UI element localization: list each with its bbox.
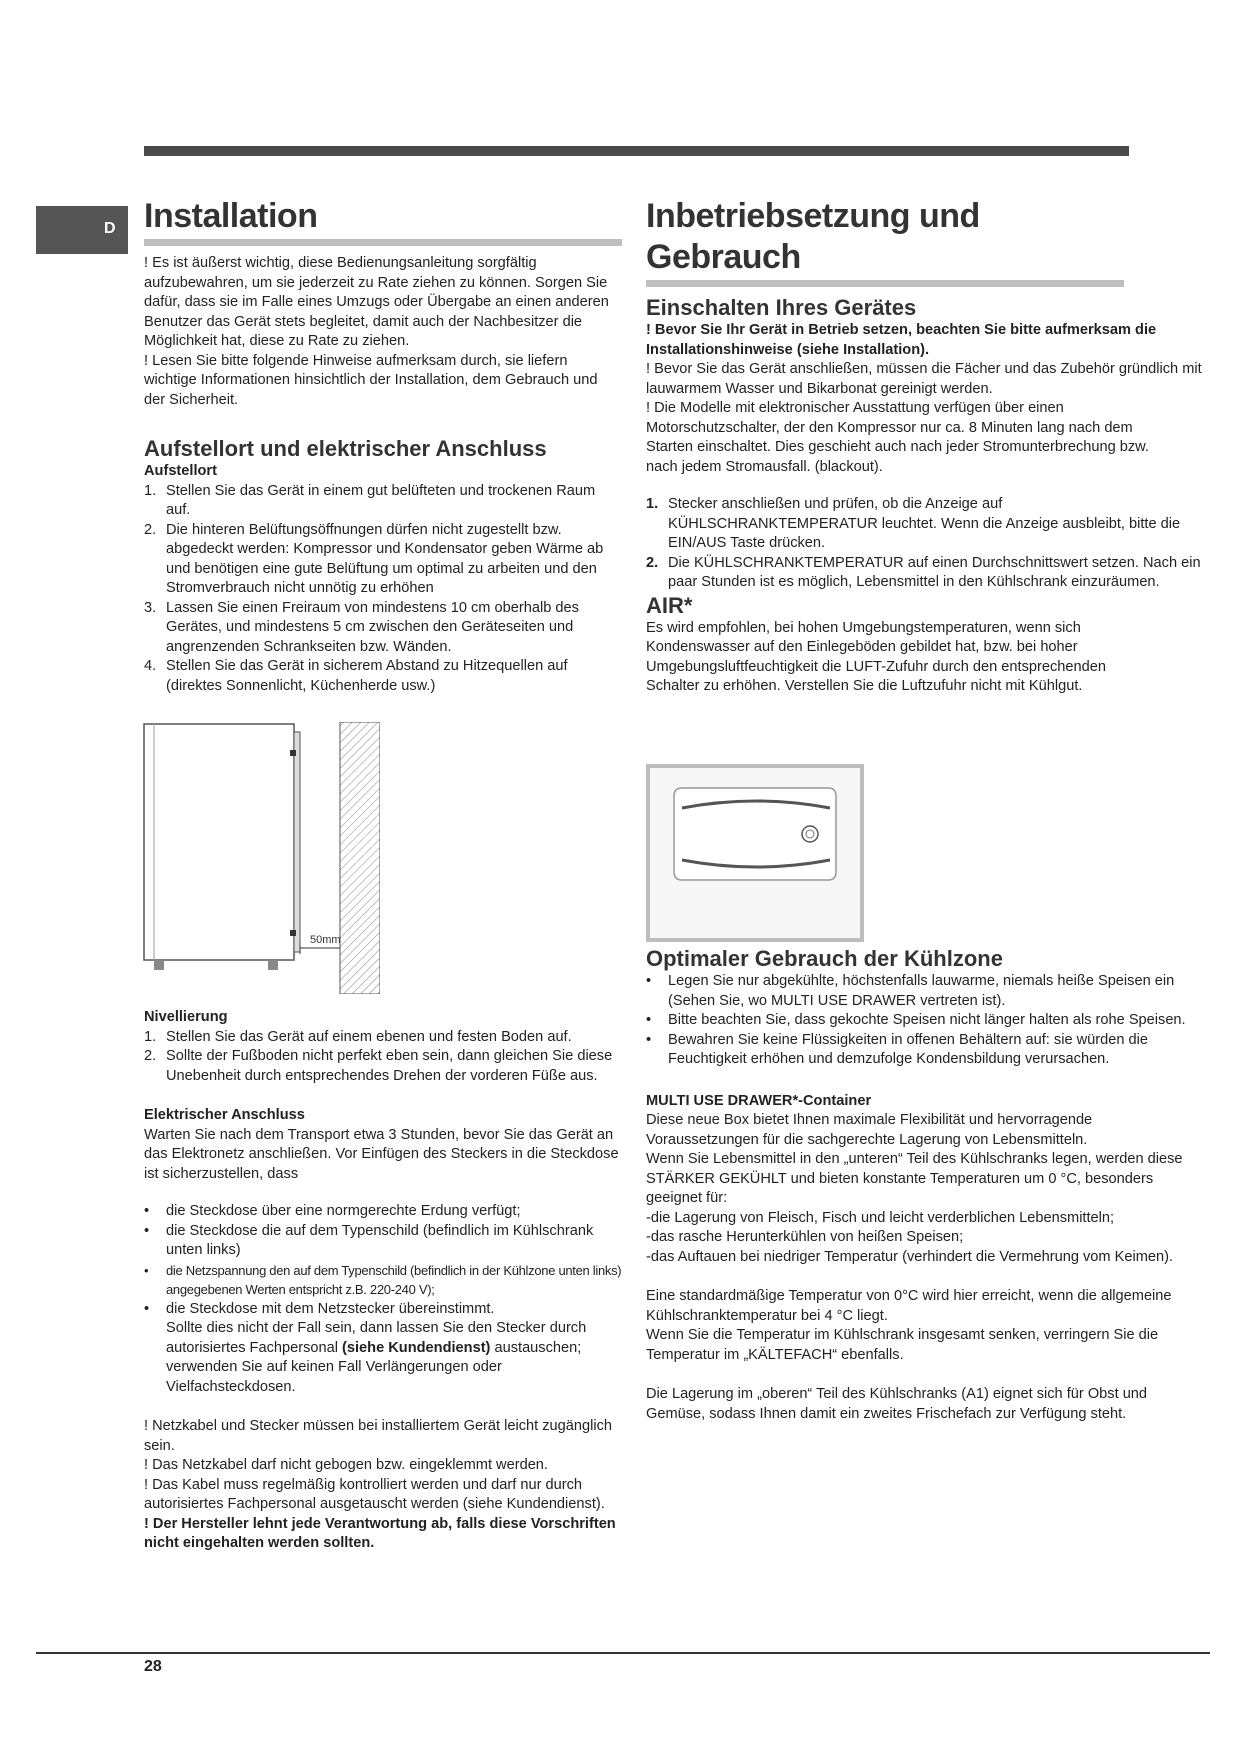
intro-paragraph-1: ! Es ist äußerst wichtig, diese Bedienungsanleitung sorgfältig aufzubewahren, um sie jederzeit zu Rate ziehen zu können. Sorgen Sie dafür, dass sie im Falle eines Umzugs oder Übergabe an einen anderen Benutzer das Gerät stets begleitet, damit auch der Nachbesitzer die Möglichkeit hat, diese zu Rate zu ziehen. (144, 255, 609, 349)
warning-3: ! Das Kabel muss regelmäßig kontrolliert werden und darf nur durch autorisiertes Fachpersonal ausgetauscht werden (siehe Kundendienst). (144, 1476, 605, 1512)
warning-2: ! Das Netzkabel darf nicht gebogen bzw. eingeklemmt werden. (144, 1457, 548, 1473)
elektrisch-note: Sollte dies nicht der Fall sein, dann lassen Sie den Stecker durch autorisiertes Fachpersonal (siehe Kundendienst) austauschen; verwenden Sie auf keinen Fall Verlängerungen oder Vielfachsteckdosen. (166, 1320, 587, 1395)
optimal-heading: Optimaler Gebrauch der Kühlzone (646, 946, 1003, 971)
right-column (646, 196, 1206, 697)
temp-paragraph-1: Eine standardmäßige Temperatur von 0°C wird hier erreicht, wenn die allgemeine Kühlschranktemperatur bei 4 °C liegt. (646, 1288, 1172, 1324)
temp-paragraph-2: Wenn Sie die Temperatur im Kühlschrank insgesamt senken, verringern Sie die Temperatur im „KÄLTEFACH“ ebenfalls. (646, 1327, 1159, 1363)
bottom-rule (36, 1652, 1210, 1654)
page-number: 28 (144, 1658, 162, 1675)
nivellierung-list (144, 1028, 622, 1087)
top-rule (144, 146, 1129, 156)
installation-title: Installation (144, 196, 622, 246)
warning-1: ! Netzkabel und Stecker müssen bei installiertem Gerät leicht zugänglich sein. (144, 1418, 613, 1454)
list-item: 4. Stellen Sie das Gerät in sicherem Abstand zu Hitzequellen auf (direktes Sonnenlicht, Küchenherde usw.) (144, 658, 568, 694)
list-item: • die Netzspannung den auf dem Typenschild (befindlich in der Kühlzone unten links) angegebenen Werten entspricht z.B. 220-240 V); (144, 1262, 622, 1297)
right-title-line-2: Gebrauch (646, 237, 1124, 287)
language-tab: D (36, 206, 128, 254)
list-item: • Bitte beachten Sie, dass gekochte Speisen nicht länger halten als rohe Speisen. (646, 1012, 1186, 1028)
einschalten-paragraph-1: ! Bevor Sie das Gerät anschließen, müssen die Fächer und das Zubehör gründlich mit lauwarmem Wasser und Bikarbonat gereinigt werden. (646, 361, 1202, 397)
drawer-heading: MULTI USE DRAWER*-Container (646, 1092, 872, 1109)
drawer-paragraph-4: -das rasche Herunterkühlen von heißen Speisen; (646, 1229, 964, 1245)
oben-paragraph: Die Lagerung im „oberen“ Teil des Kühlschranks (A1) eignet sich für Obst und Gemüse, sodass Ihnen damit ein zweites Frischefach zur Verfügung steht. (646, 1386, 1148, 1422)
fridge-body (144, 724, 294, 960)
list-item: 3. Lassen Sie einen Freiraum von mindestens 10 cm oberhalb des Gerätes, und mindestens 5 cm zwischen den Geräteseiten und angrenzenden Schrankseiten bzw. Wänden. (144, 599, 579, 655)
list-item: 2. Sollte der Fußboden nicht perfekt eben sein, dann gleichen Sie diese Unebenheit durch entsprechendes Drehen der vorderen Füße aus. (144, 1048, 613, 1084)
air-paragraph: Es wird empfohlen, bei hohen Umgebungstemperaturen, wenn sich Kondenswasser auf den Einlegeböden gebildet hat, bzw. bei hoher Umgebungsluftfeuchtigkeit die LUFT-Zufuhr durch den entsprechenden Schalter zu erhöhen. Verstellen Sie die Luftzufuhr nicht mit Kühlgut. (646, 619, 1106, 694)
final-warning: ! Der Hersteller lehnt jede Verantwortung ab, falls diese Vorschriften nicht eingehalten werden sollten. (144, 1515, 616, 1551)
aufstellort-list (144, 482, 622, 697)
aufstellort-heading: Aufstellort (144, 463, 217, 479)
list-item: 1. Stecker anschließen und prüfen, ob die Anzeige auf KÜHLSCHRANKTEMPERATUR leuchtet. Wenn die Anzeige ausbleibt, bitte die EIN/AUS Taste drücken. (646, 496, 1181, 551)
nivellierung-heading: Nivellierung (144, 1009, 228, 1025)
list-item: • die Steckdose die auf dem Typenschild (befindlich im Kühlschrank unten links) (144, 1222, 594, 1258)
right-heading (646, 196, 1206, 287)
list-item: 1. Stellen Sie das Gerät in einem gut belüfteten und trockenen Raum auf. (144, 482, 596, 518)
drawer-paragraph-1: Diese neue Box bietet Ihnen maximale Flexibilität und hervorragende Voraussetzungen für die sachgerechte Lagerung von Lebensmitteln. (646, 1112, 1093, 1148)
air-heading: AIR* (646, 592, 693, 618)
elektrisch-heading: Elektrischer Anschluss (144, 1107, 305, 1123)
list-item: • Bewahren Sie keine Flüssigkeiten in offenen Behältern auf: sie würden die Feuchtigkeit erhöhen und demzufolge Kondensbildung verursachen. (646, 1031, 1149, 1067)
left-column-lower (144, 1008, 622, 1554)
intro-paragraph-2: ! Lesen Sie bitte folgende Hinweise aufmerksam durch, sie liefern wichtige Informationen hinsichtlich der Installation, dem Gebrauch und der Sicherheit. (144, 352, 598, 408)
list-item: 1. Stellen Sie das Gerät auf einem ebenen und festen Boden auf. (144, 1028, 572, 1045)
aufstellort-anschluss-heading: Aufstellort und elektrischer Anschluss (144, 436, 547, 461)
list-item: • die Steckdose mit dem Netzstecker übereinstimmt. (144, 1300, 495, 1317)
drawer-paragraph-3: -die Lagerung von Fleisch, Fisch und leicht verderblichen Lebensmitteln; (646, 1209, 1115, 1226)
einschalten-bold: ! Bevor Sie Ihr Gerät in Betrieb setzen, beachten Sie bitte aufmerksam die Installationshinweise (siehe Installation). (646, 322, 1157, 358)
drawer-paragraph-5: -das Auftauen bei niedriger Temperatur (verhindert die Vermehrung vom Keimen). (646, 1248, 1174, 1265)
list-item: • die Steckdose über eine normgerechte Erdung verfügt; (144, 1203, 521, 1219)
clearance-label: 50mm (310, 934, 341, 946)
air-knob-icon (802, 826, 818, 842)
list-item: 2. Die hinteren Belüftungsöffnungen dürfen nicht zugestellt bzw. abgedeckt werden: Kompressor und Kondensator geben Wärme ab und benötigen eine gute Belüftung um optimal zu arbeiten und den Stromverbrauch nicht unnötig zu erhöhen (144, 521, 604, 596)
right-title-line-1: Inbetriebsetzung und (646, 197, 980, 235)
left-column (144, 196, 622, 696)
einschalten-paragraph-2: ! Die Modelle mit elektronischer Ausstattung verfügen über einen Motorschutzschalter, der den Kompressor nur ca. 8 Minuten lang nach dem Starten einschaltet. Dies geschieht auch nach jeder Stromunterbrechung bzw. nach jedem Stromausfall. (blackout). (646, 400, 1149, 475)
right-column-lower (646, 946, 1206, 1424)
elektrisch-list (144, 1202, 622, 1319)
installation-heading (144, 196, 622, 246)
air-control-illustration (646, 764, 864, 942)
optimal-list (646, 972, 1206, 1070)
drawer-paragraph-2: Wenn Sie Lebensmittel in den „unteren“ Teil des Kühlschranks legen, werden diese STÄRKER GEKÜHLT und bieten konstante Temperaturen um 0 °C, besonders geeignet für: (646, 1151, 1183, 1206)
clearance-diagram (140, 722, 380, 994)
einschalten-heading: Einschalten Ihres Gerätes (646, 295, 917, 320)
wall (340, 722, 380, 994)
list-item: 2. Die KÜHLSCHRANKTEMPERATUR auf einen Durchschnittswert setzen. Nach ein paar Stunden ist es möglich, Lebensmittel in den Kühlschrank einzuräumen. (646, 554, 1201, 590)
elektrisch-intro: Warten Sie nach dem Transport etwa 3 Stunden, bevor Sie das Gerät an das Elektronetz anschließen. Vor Einfügen des Steckers in die Steckdose ist sicherzustellen, dass (144, 1126, 619, 1182)
list-item: • Legen Sie nur abgekühlte, höchstenfalls lauwarme, niemals heiße Speisen ein (Sehen Sie, wo MULTI USE DRAWER vertreten ist). (646, 973, 1175, 1009)
steps-list (646, 495, 1206, 593)
